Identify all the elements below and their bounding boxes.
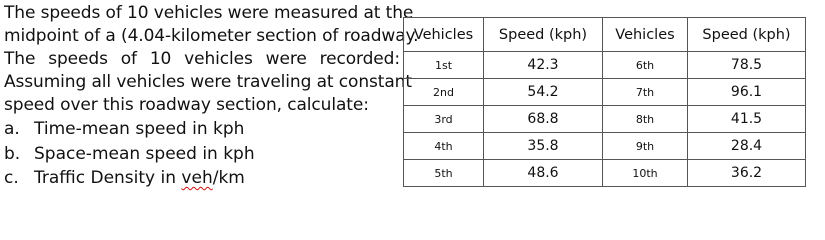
table-cell-vehicle: 3rd bbox=[404, 106, 484, 133]
table-cell-vehicle: 9th bbox=[603, 133, 688, 160]
question-item-b bbox=[4, 143, 255, 165]
table-cell-speed: 42.3 bbox=[484, 52, 603, 79]
question-item-c bbox=[4, 167, 245, 189]
table-cell-speed: 54.2 bbox=[484, 79, 603, 106]
table-header-row bbox=[404, 18, 806, 52]
table-cell-vehicle: 8th bbox=[603, 106, 688, 133]
table-cell-vehicle: 1st bbox=[404, 52, 484, 79]
table-cell-speed: 48.6 bbox=[484, 160, 603, 187]
problem-line-1: The speeds of 10 vehicles were measured at the bbox=[4, 3, 414, 23]
problem-line-2: midpoint of a (4.04-kilometer section of roadway. bbox=[4, 26, 419, 46]
table-header-cell: Speed (kph) bbox=[688, 18, 806, 52]
question-text: Time-mean speed in kph bbox=[34, 119, 245, 139]
table-cell-vehicle: 5th bbox=[404, 160, 484, 187]
question-marker: b. bbox=[4, 144, 21, 164]
table-cell-vehicle: 4th bbox=[404, 133, 484, 160]
spellcheck-word[interactable]: veh bbox=[181, 168, 213, 188]
table-header-cell: Speed (kph) bbox=[484, 18, 603, 52]
speed-table bbox=[403, 17, 806, 187]
question-marker: a. bbox=[4, 119, 20, 139]
table-cell-vehicle: 10th bbox=[603, 160, 688, 187]
table-header-cell: Vehicles bbox=[603, 18, 688, 52]
table-cell-speed: 35.8 bbox=[484, 133, 603, 160]
table-row bbox=[404, 79, 806, 106]
question-item-a bbox=[4, 118, 244, 140]
table-cell-speed: 28.4 bbox=[688, 133, 806, 160]
problem-line-5: speed over this roadway section, calculate: bbox=[4, 95, 369, 115]
problem-line-4: Assuming all vehicles were traveling at constant bbox=[4, 72, 412, 92]
table-cell-speed: 41.5 bbox=[688, 106, 806, 133]
table-row bbox=[404, 133, 806, 160]
table-row bbox=[404, 160, 806, 187]
table-cell-speed: 78.5 bbox=[688, 52, 806, 79]
table-cell-vehicle: 2nd bbox=[404, 79, 484, 106]
table-cell-speed: 96.1 bbox=[688, 79, 806, 106]
question-text: Space-mean speed in kph bbox=[34, 144, 255, 164]
question-text: Traffic Density in bbox=[34, 168, 182, 188]
question-marker: c. bbox=[4, 168, 19, 188]
table-cell-vehicle: 6th bbox=[603, 52, 688, 79]
table-cell-speed: 68.8 bbox=[484, 106, 603, 133]
problem-line-3: The speeds of 10 vehicles were recorded: bbox=[4, 49, 400, 69]
table-cell-vehicle: 7th bbox=[603, 79, 688, 106]
table-cell-speed: 36.2 bbox=[688, 160, 806, 187]
question-text-unit: /km bbox=[212, 168, 245, 188]
table-header-cell: Vehicles bbox=[404, 18, 484, 52]
table-row bbox=[404, 52, 806, 79]
table-row bbox=[404, 106, 806, 133]
